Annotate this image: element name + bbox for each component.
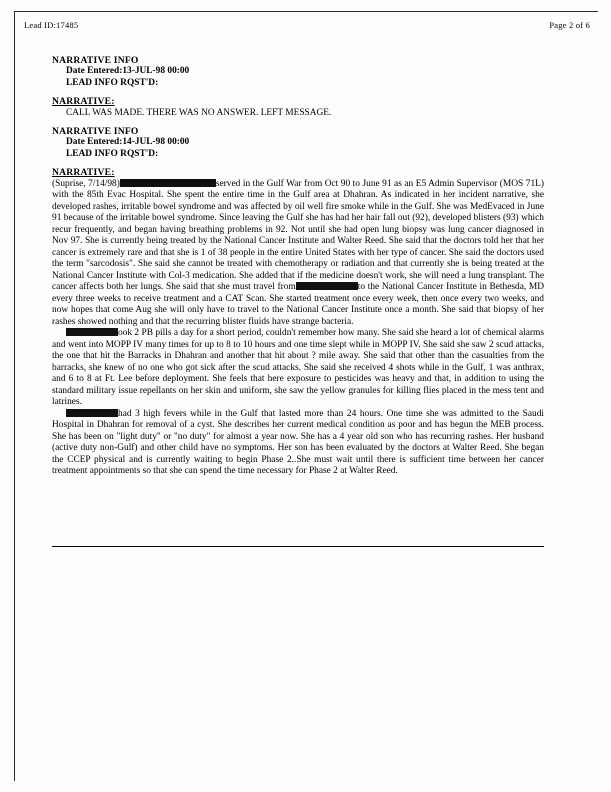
redaction-bar [120, 179, 216, 187]
narrative-info-block-2 [52, 126, 544, 160]
narrative-paragraph-3-text: had 3 high fevers while in the Gulf that lasted more than 24 hours. One time she was admitted to the Saudi Hospital in Dhahran for removal of a cyst. She describes her current medical condition as poor and has begun the MEB process. She has been on "light duty" or "no duty" for almost a year now. She has a 4 year old son who has recurring rashes. Her husband (active duty non-Gulf) and other child have no symptoms. Her son has been evaluated by the doctors at Walter Reed. She began the CCEP physical and is currently waiting to begin Phase 2..She must wait until there is sufficient time between her cancer treatment appointments so that she can spend the time necessary for Phase 2 at Walter Reed. [52, 408, 544, 477]
section-title: NARRATIVE INFO [52, 126, 139, 138]
lead-id-value: 17485 [56, 20, 79, 30]
date-entered-value: 14-JUL-98 00:00 [122, 137, 190, 148]
redaction-bar [66, 328, 118, 336]
lead-info-rqstd-label: LEAD INFO RQST'D: [66, 148, 159, 159]
date-entered-label: Date Entered: [66, 66, 123, 77]
date-entered-row [66, 66, 544, 77]
page-header [24, 20, 590, 30]
redaction-bar [66, 409, 118, 417]
narrative-block-1 [52, 96, 544, 119]
lead-info-rqstd-label: LEAD INFO RQST'D: [66, 77, 159, 88]
section-divider-rule [52, 546, 544, 547]
narrative-paragraph-1-tail: to the National Cancer Institute in Bethesda, MD every three weeks to receive treatment and a CAT Scan. She started treatment once every week, then once every two weeks, and now hopes that come Aug she will only have to travel to the National Cancer Institute once a month. She said that biopsy of her rashes showed nothing and that the recurring blister fluids have strange bacteria. [52, 282, 545, 327]
document-body [52, 48, 544, 480]
date-entered-label: Date Entered: [66, 137, 123, 148]
date-entered-row [66, 137, 544, 148]
lead-id [24, 20, 78, 30]
narrative-paragraph-1 [52, 179, 544, 329]
page-number: Page 2 of 6 [549, 20, 590, 30]
narrative-paragraph-2-text: ook 2 PB pills a day for a short period, couldn't remember how many. She said she heard a lot of chemical alarms and went into MOPP IV many times for up to 8 to 10 hours and one time slept while in MOPP IV. She said she saw 2 scud attacks, the one that hit the Barracks in Dhahran and another that hit about ? mile away. She said that other than the casualties from the barracks, she knew of no one who got sick after the scud attacks. She said she received 4 shots while in the Gulf, 1 was anthrax, and 6 to 8 at Ft. Lee before deployment. She feels that here exposure to pesticides was heavy and that, in addition to using the standard military issue repellants on her skin and uniform, she saw the yellow granules for killing flies placed in the mess tent and latrines. [52, 328, 544, 408]
narrative-block-2 [52, 167, 544, 477]
page-border-top [14, 11, 598, 12]
narrative-text: CALL WAS MADE. THERE WAS NO ANSWER. LEFT MESSAGE. [66, 107, 332, 118]
lead-id-label: Lead ID: [24, 20, 57, 30]
section-title: NARRATIVE INFO [52, 55, 139, 66]
page-border-left [14, 11, 15, 781]
narrative-paragraph-1-text: served in the Gulf War from Oct 90 to June 91 as an E5 Admin Supervisor (MOS 71L) with the 85th Evac Hospital. She spent the entire time in the Gulf area at Dhahran. As indicated in her incident narrative, she developed rashes, irritable bowel syndrome and was affected by oil well fire smoke while in the Gulf. She was MedEvaced in June 91 because of the irritable bowel syndrome. Since leaving the Gulf she has had her hair fall out (92), developed blisters (93) which recur frequently, and began having breathing problems in 92. Not until she had open lung biopsy was lung cancer diagnosed in Nov 97. She is currently being treated by the National Cancer Institute and Walter Reed. She said that the doctors told her that her cancer is extremely rare and that she is 1 of 38 people in the entire United States with her type of cancer. She said the doctors used the term "sarcodosis". She said she cannot be treated with chemotherapy or radiation and that currently she is being treated at the National Cancer Institute with Col-3 medication. She added that if the medicine doesn't work, she will need a lung transplant. The cancer affects both her lungs. She said that she must travel from [52, 178, 544, 293]
section-title: NARRATIVE: [52, 96, 115, 108]
narrative-paragraph-2 [52, 328, 544, 409]
narrative-date-stamp: (Suprise, 7/14/98) [52, 178, 120, 189]
date-entered-value: 13-JUL-98 00:00 [122, 66, 190, 77]
narrative-paragraph-3 [52, 409, 544, 478]
redaction-bar [296, 282, 358, 290]
section-title: NARRATIVE: [52, 167, 115, 179]
narrative-info-block-1 [52, 55, 544, 89]
